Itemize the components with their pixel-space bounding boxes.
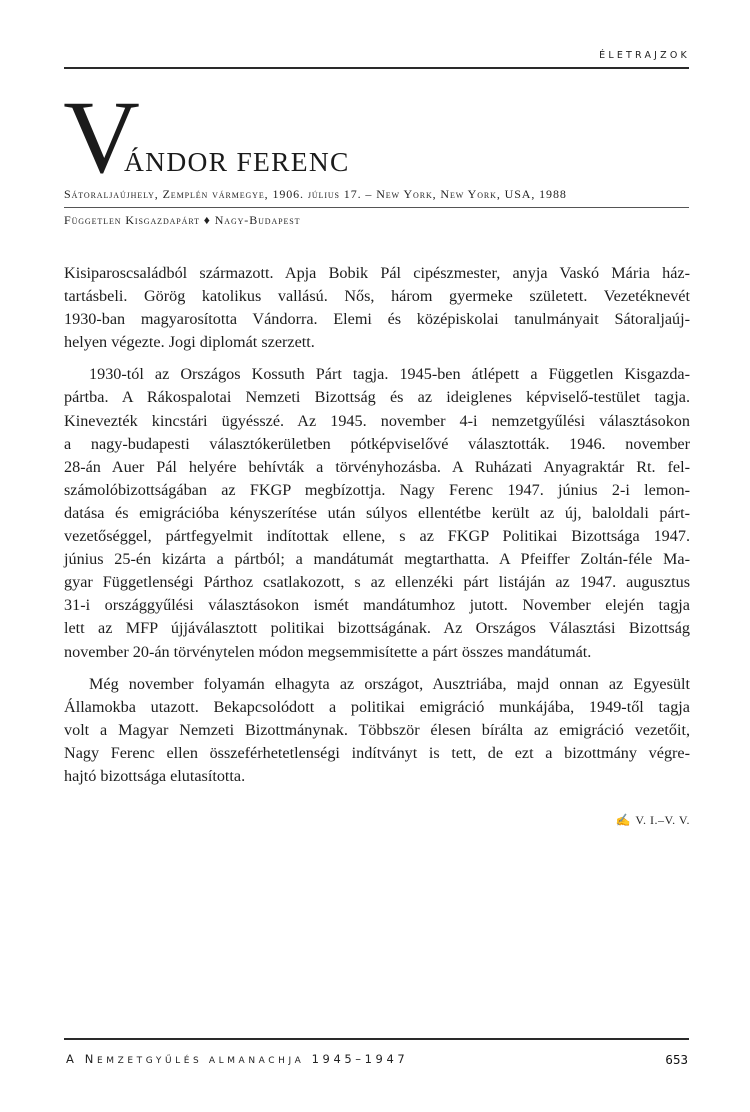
paragraph-2: [64, 363, 690, 663]
text-line: Államokba utazott. Bekapcsolódott a politikai emigráció munkájába, 1949-től tagja: [64, 697, 690, 716]
text-line: datása és emigrációba kényszerítése után súlyos ellentétbe került az új, baloldali párt-: [64, 503, 690, 522]
biography-body: [64, 262, 690, 788]
text-line: Még november folyamán elhagyta az országot, Ausztriába, majd onnan az Egyesült: [89, 674, 690, 693]
text-line: Nagy Ferenc ellen összeférhetetlenségi indítványt is tett, de ezt a bizottmány végre-: [64, 743, 690, 762]
text-line: Kisiparoscsaládból származott. Apja Bobik Pál cipészmester, anyja Vaskó Mária ház-: [64, 264, 690, 282]
footer-title-a: A: [66, 1052, 78, 1066]
bottom-rule: [64, 1038, 689, 1040]
text-line: Kinevezték kincstári ügyésszé. Az 1945. november 4-i nemzetgyűlési választásokon: [64, 411, 690, 430]
text-line: tartásbeli. Görög katolikus vallású. Nős, három gyermeke született. Vezetéknevét: [64, 287, 690, 306]
text-line: vezetőséggel, pártfegyelmit indítottak ellene, s az FKGP Politikai Bizottsága 1947.: [64, 527, 690, 546]
text-line: lett az MFP újjáválasztott politikai bizottságának. Az Országos Választási Bizottság: [64, 619, 690, 638]
text-line: hajtó bizottsága elutasította.: [64, 766, 246, 785]
paragraph-1: [64, 262, 690, 354]
text-line: június 25-én kizárta a pártból; a mandátumát megtarthatta. A Pfeiffer Zoltán-féle Ma-: [64, 550, 690, 569]
text-line: a nagy-budapesti választókerületben pótképviselővé választották. 1946. november: [64, 434, 690, 453]
footer-book-title: [66, 1052, 408, 1066]
drop-cap: V: [63, 80, 140, 195]
text-line: 31-i országgyűlési választásokon ismét mandátumhoz jutott. November elején tagja: [64, 596, 690, 615]
author-signature: [616, 813, 690, 828]
text-line: november 20-án törvénytelen módon megsemmisítette a párt összes mandátumát.: [64, 642, 592, 661]
text-line: számolóbizottságában az FKGP megbízottja. Nagy Ferenc 1947. június 2-i lemon-: [64, 480, 690, 499]
footer-title-n: N: [84, 1052, 97, 1066]
text-line: 28-án Auer Pál helyére behívták a törvényhozásba. A Ruházati Anyagraktár Rt. fel-: [64, 457, 690, 476]
running-head: ÉLETRAJZOK: [599, 50, 690, 61]
text-line: 1930-tól az Országos Kossuth Párt tagja. 1945-ben átlépett a Független Kisgazda-: [89, 365, 690, 384]
entry-name: ÁNDOR FERENC: [124, 146, 350, 177]
text-line: 1930-ban magyarosította Vándorra. Elemi és középiskolai tanulmányait Sátoraljaúj-: [64, 310, 690, 329]
birth-death-line: Sátoraljaújhely, Zemplén vármegye, 1906. július 17. – New York, New York, USA, 1988: [64, 187, 567, 201]
footer-title-rest: EMZETGYŰLÉS ALMANACHJA: [96, 1056, 305, 1066]
author-initials: V. I.–V. V.: [635, 813, 690, 827]
party-constituency-line: Független Kisgazdapárt ♦ Nagy-Budapest: [64, 213, 301, 227]
top-rule: [64, 67, 689, 69]
writing-hand-icon: ✍: [615, 813, 632, 827]
meta-rule: [64, 207, 689, 208]
text-line: helyen végezte. Jogi diplomát szerzett.: [64, 333, 315, 352]
text-line: pártba. A Rákospalotai Nemzeti Bizottság és az ideiglenes képviselő-testület tagja.: [64, 388, 690, 407]
text-line: volt a Magyar Nemzeti Bizottmánynak. Többször élesen bírálta az emigráció vezetőit,: [64, 720, 690, 739]
paragraph-3: [64, 673, 690, 788]
text-line: gyar Függetlenségi Párthoz csatlakozott, s az ellenzéki párt listáján az 1947. augusztus: [64, 573, 690, 592]
page-number: 653: [665, 1052, 688, 1067]
footer-title-years: 1945–1947: [311, 1052, 409, 1066]
